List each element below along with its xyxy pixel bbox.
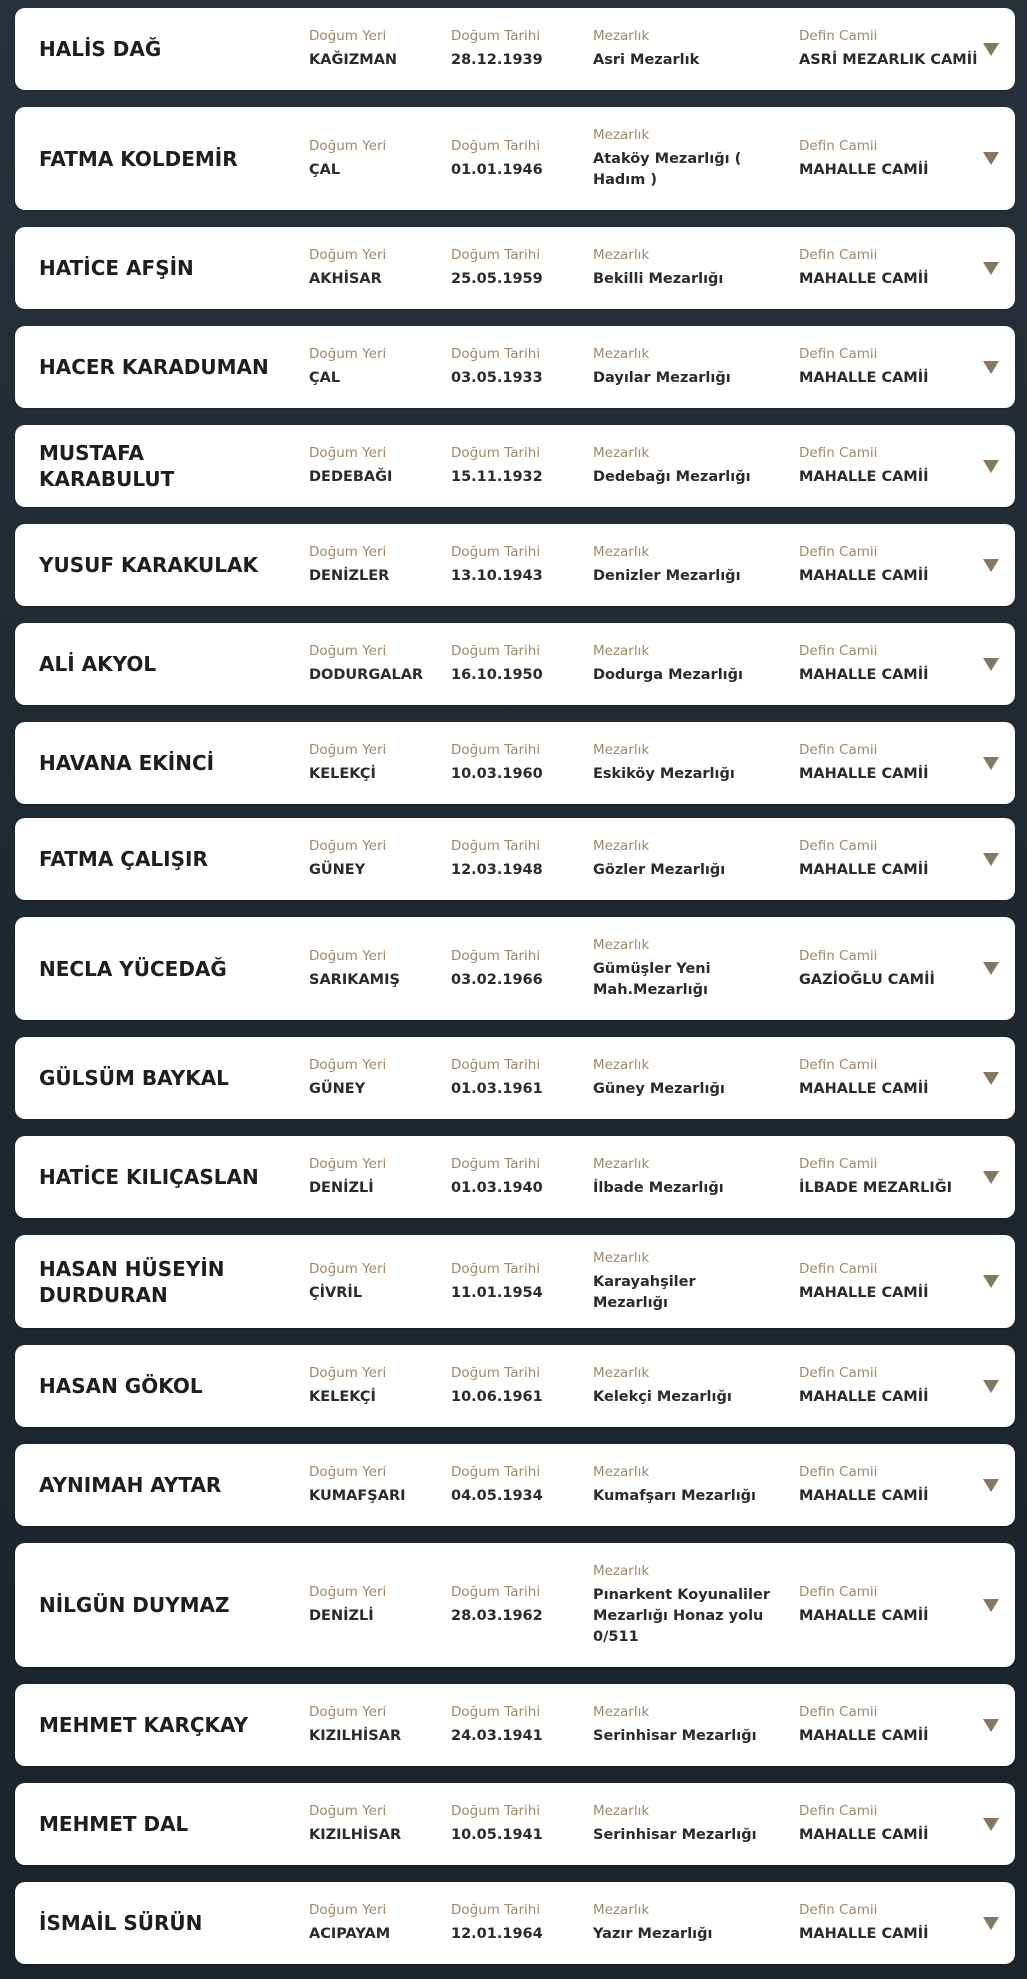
birthdate-value: 01.03.1940 — [451, 1180, 543, 1196]
cemetery-field — [593, 1155, 773, 1199]
record-card[interactable] — [15, 1136, 1015, 1218]
birthdate-field — [451, 345, 586, 389]
mosque-label: Defin Camii — [799, 742, 878, 758]
cemetery-field — [593, 936, 773, 1001]
record-name: FATMA ÇALIŞIR — [39, 847, 208, 871]
birthplace-value: DEDEBAĞI — [309, 469, 393, 485]
birthdate-field — [451, 1260, 586, 1304]
mosque-label: Defin Camii — [799, 643, 878, 659]
birthplace-value: KAĞIZMAN — [309, 52, 398, 68]
cemetery-field — [593, 246, 773, 290]
birthplace-value: KELEKÇİ — [309, 766, 376, 782]
mosque-value: MAHALLE CAMİİ — [799, 469, 929, 485]
birthdate-value: 03.02.1966 — [451, 971, 543, 988]
record-name: İSMAİL SÜRÜN — [39, 1911, 203, 1935]
birthdate-label: Doğum Tarihi — [451, 1584, 541, 1600]
cemetery-field — [593, 1463, 773, 1507]
birthdate-label: Doğum Tarihi — [451, 346, 541, 362]
mosque-value: MAHALLE CAMİİ — [799, 568, 929, 584]
cemetery-label: Mezarlık — [593, 127, 650, 143]
birthplace-label: Doğum Yeri — [309, 1902, 387, 1918]
record-card[interactable] — [15, 1684, 1015, 1766]
cemetery-label: Mezarlık — [593, 445, 650, 461]
cemetery-field — [593, 1703, 773, 1747]
record-name: HALİS DAĞ — [39, 37, 162, 61]
record-name: HAVANA EKİNCİ — [39, 751, 215, 775]
cemetery-field — [593, 1364, 773, 1408]
mosque-value: MAHALLE CAMİİ — [799, 766, 929, 782]
cemetery-field — [593, 642, 773, 686]
cemetery-label: Mezarlık — [593, 1704, 650, 1720]
cemetery-value: İlbade Mezarlığı — [593, 1180, 724, 1196]
birthdate-label: Doğum Tarihi — [451, 643, 541, 659]
birthplace-label: Doğum Yeri — [309, 28, 387, 44]
birthplace-field — [309, 1583, 444, 1627]
record-card[interactable] — [15, 326, 1015, 408]
birthdate-value: 10.06.1961 — [451, 1389, 543, 1405]
record-name: YUSUF KARAKULAK — [39, 553, 258, 577]
birthplace-value: SARIKAMIŞ — [309, 971, 400, 988]
birthdate-label: Doğum Tarihi — [451, 1464, 541, 1480]
mosque-value: MAHALLE CAMİİ — [799, 271, 929, 287]
cemetery-label: Mezarlık — [593, 1803, 650, 1819]
birthplace-field — [309, 543, 444, 587]
mosque-value: ASRİ MEZARLIK CAMİİ — [799, 52, 978, 68]
mosque-value: MAHALLE CAMİİ — [799, 1926, 929, 1942]
mosque-value: MAHALLE CAMİİ — [799, 1728, 929, 1744]
birthdate-label: Doğum Tarihi — [451, 1704, 541, 1720]
cemetery-label: Mezarlık — [593, 544, 650, 560]
mosque-label: Defin Camii — [799, 947, 878, 964]
birthdate-field — [451, 137, 586, 181]
birthplace-label: Doğum Yeri — [309, 838, 387, 854]
mosque-field — [799, 1703, 989, 1747]
birthplace-field — [309, 345, 444, 389]
mosque-label: Defin Camii — [799, 247, 878, 263]
record-card[interactable] — [15, 1543, 1015, 1667]
mosque-value: MAHALLE CAMİİ — [799, 1827, 929, 1843]
record-card[interactable] — [15, 722, 1015, 804]
birthplace-label: Doğum Yeri — [309, 1365, 387, 1381]
record-card[interactable] — [15, 8, 1015, 90]
cemetery-value: Eskiköy Mezarlığı — [593, 766, 735, 782]
mosque-field — [799, 345, 989, 389]
cemetery-field — [593, 1249, 773, 1314]
chevron-down-icon[interactable] — [983, 43, 999, 56]
birthdate-value: 01.03.1961 — [451, 1081, 543, 1097]
mosque-value: MAHALLE CAMİİ — [799, 1389, 929, 1405]
cemetery-value: Pınarkent Koyunaliler Mezarlığı Honaz yolu 0/511 — [593, 1587, 770, 1645]
cemetery-label: Mezarlık — [593, 1156, 650, 1172]
mosque-field — [799, 246, 989, 290]
birthplace-label: Doğum Yeri — [309, 1464, 387, 1480]
chevron-down-icon[interactable] — [983, 1479, 999, 1492]
chevron-down-icon[interactable] — [983, 262, 999, 275]
record-card[interactable] — [15, 107, 1015, 210]
cemetery-label: Mezarlık — [593, 1250, 650, 1266]
birthdate-label: Doğum Tarihi — [451, 1902, 541, 1918]
cemetery-label: Mezarlık — [593, 346, 650, 362]
birthplace-label: Doğum Yeri — [309, 1584, 387, 1600]
mosque-label: Defin Camii — [799, 1260, 878, 1277]
chevron-down-icon[interactable] — [983, 853, 999, 866]
chevron-down-icon[interactable] — [983, 1818, 999, 1831]
record-card[interactable] — [15, 1235, 1015, 1328]
birthplace-field — [309, 1463, 444, 1507]
birthdate-value: 11.01.1954 — [451, 1284, 543, 1301]
chevron-down-icon[interactable] — [983, 658, 999, 671]
birthdate-field — [451, 1364, 586, 1408]
record-card[interactable] — [15, 227, 1015, 309]
record-card[interactable] — [15, 524, 1015, 606]
birthdate-field — [451, 741, 586, 785]
cemetery-value: Yazır Mezarlığı — [593, 1926, 713, 1942]
birthdate-value: 28.12.1939 — [451, 52, 543, 68]
birthplace-field — [309, 642, 444, 686]
record-card[interactable] — [15, 1783, 1015, 1865]
birthplace-label: Doğum Yeri — [309, 643, 387, 659]
record-name: AYNIMAH AYTAR — [39, 1473, 222, 1497]
birthplace-value: KIZILHİSAR — [309, 1728, 402, 1744]
birthdate-label: Doğum Tarihi — [451, 137, 541, 154]
chevron-down-icon[interactable] — [983, 1917, 999, 1930]
record-card[interactable] — [15, 1037, 1015, 1119]
mosque-field — [799, 1056, 989, 1100]
mosque-value: MAHALLE CAMİİ — [799, 161, 929, 178]
cemetery-value: Ataköy Mezarlığı ( Hadım ) — [593, 151, 742, 188]
mosque-label: Defin Camii — [799, 1464, 878, 1480]
record-card[interactable] — [15, 1444, 1015, 1526]
birthdate-label: Doğum Tarihi — [451, 544, 541, 560]
mosque-field — [799, 1364, 989, 1408]
mosque-field — [799, 543, 989, 587]
record-name: NECLA YÜCEDAĞ — [39, 956, 227, 981]
record-name: FATMA KOLDEMİR — [39, 146, 238, 171]
birthplace-label: Doğum Yeri — [309, 445, 387, 461]
birthdate-field — [451, 642, 586, 686]
mosque-value: MAHALLE CAMİİ — [799, 1284, 929, 1301]
mosque-value: GAZİOĞLU CAMİİ — [799, 971, 935, 988]
chevron-down-icon[interactable] — [983, 1171, 999, 1184]
cemetery-value: Serinhisar Mezarlığı — [593, 1827, 757, 1843]
birthdate-value: 04.05.1934 — [451, 1488, 543, 1504]
birthdate-value: 12.01.1964 — [451, 1926, 543, 1942]
cemetery-label: Mezarlık — [593, 1057, 650, 1073]
cemetery-value: Kumafşarı Mezarlığı — [593, 1488, 757, 1504]
cemetery-value: Asri Mezarlık — [593, 52, 700, 68]
birthdate-field — [451, 1155, 586, 1199]
birthplace-label: Doğum Yeri — [309, 544, 387, 560]
birthplace-value: KUMAFŞARI — [309, 1488, 406, 1504]
mosque-label: Defin Camii — [799, 1057, 878, 1073]
cemetery-label: Mezarlık — [593, 937, 650, 953]
mosque-field — [799, 444, 989, 488]
mosque-field — [799, 1260, 989, 1304]
birthplace-value: DENİZLİ — [309, 1608, 374, 1624]
mosque-label: Defin Camii — [799, 1365, 878, 1381]
mosque-field — [799, 741, 989, 785]
chevron-down-icon[interactable] — [983, 1719, 999, 1732]
record-name: MEHMET KARÇKAY — [39, 1713, 249, 1737]
birthdate-value: 25.05.1959 — [451, 271, 543, 287]
birthdate-field — [451, 1583, 586, 1627]
mosque-label: Defin Camii — [799, 1803, 878, 1819]
cemetery-value: Denizler Mezarlığı — [593, 568, 741, 584]
birthdate-label: Doğum Tarihi — [451, 838, 541, 854]
record-name: NİLGÜN DUYMAZ — [39, 1593, 230, 1617]
birthdate-value: 12.03.1948 — [451, 862, 543, 878]
birthplace-label: Doğum Yeri — [309, 947, 387, 964]
birthplace-value: KIZILHİSAR — [309, 1827, 402, 1843]
birthdate-label: Doğum Tarihi — [451, 28, 541, 44]
birthdate-field — [451, 1901, 586, 1945]
birthdate-value: 16.10.1950 — [451, 667, 543, 683]
birthplace-value: DENİZLER — [309, 568, 390, 584]
record-name: MUSTAFA KARABULUT — [39, 441, 175, 491]
cemetery-value: Güney Mezarlığı — [593, 1081, 725, 1097]
chevron-down-icon[interactable] — [983, 460, 999, 473]
cemetery-field — [593, 27, 773, 71]
record-card[interactable] — [15, 1345, 1015, 1427]
birthdate-field — [451, 947, 586, 991]
cemetery-field — [593, 1901, 773, 1945]
mosque-field — [799, 642, 989, 686]
chevron-down-icon[interactable] — [983, 559, 999, 572]
mosque-field — [799, 1802, 989, 1846]
birthdate-label: Doğum Tarihi — [451, 1156, 541, 1172]
record-card[interactable] — [15, 818, 1015, 900]
mosque-label: Defin Camii — [799, 346, 878, 362]
record-card[interactable] — [15, 623, 1015, 705]
birthplace-label: Doğum Yeri — [309, 247, 387, 263]
birthplace-value: ACIPAYAM — [309, 1926, 391, 1942]
birthdate-field — [451, 246, 586, 290]
birthplace-value: ÇİVRİL — [309, 1284, 363, 1301]
birthdate-label: Doğum Tarihi — [451, 1260, 541, 1277]
cemetery-label: Mezarlık — [593, 1365, 650, 1381]
mosque-label: Defin Camii — [799, 1704, 878, 1720]
birthdate-field — [451, 837, 586, 881]
birthplace-label: Doğum Yeri — [309, 1057, 387, 1073]
birthplace-value: GÜNEY — [309, 862, 366, 878]
birthplace-field — [309, 947, 444, 991]
record-name: HATİCE AFŞİN — [39, 256, 194, 280]
mosque-label: Defin Camii — [799, 1902, 878, 1918]
record-name: HASAN GÖKOL — [39, 1374, 203, 1398]
cemetery-value: Dayılar Mezarlığı — [593, 370, 731, 386]
birthdate-label: Doğum Tarihi — [451, 247, 541, 263]
mosque-value: İLBADE MEZARLIĞI — [799, 1180, 953, 1196]
birthplace-field — [309, 741, 444, 785]
mosque-field — [799, 1583, 989, 1627]
cemetery-value: Bekilli Mezarlığı — [593, 271, 724, 287]
birthplace-label: Doğum Yeri — [309, 1704, 387, 1720]
birthdate-field — [451, 444, 586, 488]
record-name: GÜLSÜM BAYKAL — [39, 1066, 229, 1090]
cemetery-field — [593, 126, 773, 191]
birthdate-field — [451, 1463, 586, 1507]
birthplace-field — [309, 27, 444, 71]
birthdate-label: Doğum Tarihi — [451, 1057, 541, 1073]
cemetery-value: Gözler Mezarlığı — [593, 862, 726, 878]
birthplace-value: KELEKÇİ — [309, 1389, 376, 1405]
mosque-field — [799, 1901, 989, 1945]
birthplace-value: AKHİSAR — [309, 271, 382, 287]
birthdate-field — [451, 27, 586, 71]
mosque-label: Defin Camii — [799, 544, 878, 560]
birthplace-field — [309, 137, 444, 181]
cemetery-label: Mezarlık — [593, 247, 650, 263]
mosque-value: MAHALLE CAMİİ — [799, 667, 929, 683]
mosque-value: MAHALLE CAMİİ — [799, 1081, 929, 1097]
chevron-down-icon[interactable] — [983, 1072, 999, 1085]
cemetery-value: Dedebağı Mezarlığı — [593, 469, 751, 485]
record-name: ALİ AKYOL — [39, 652, 157, 676]
cemetery-label: Mezarlık — [593, 1464, 650, 1480]
record-name: HACER KARADUMAN — [39, 355, 269, 379]
record-name: HASAN HÜSEYİN DURDURAN — [39, 1256, 225, 1307]
birthdate-value: 24.03.1941 — [451, 1728, 543, 1744]
cemetery-field — [593, 1802, 773, 1846]
mosque-value: MAHALLE CAMİİ — [799, 1488, 929, 1504]
cemetery-value: Dodurga Mezarlığı — [593, 667, 743, 683]
birthplace-value: DENİZLİ — [309, 1180, 374, 1196]
mosque-field — [799, 137, 989, 181]
mosque-label: Defin Camii — [799, 1156, 878, 1172]
birthplace-field — [309, 1056, 444, 1100]
birthplace-label: Doğum Yeri — [309, 742, 387, 758]
mosque-field — [799, 837, 989, 881]
cemetery-field — [593, 345, 773, 389]
birthplace-value: ÇAL — [309, 161, 341, 178]
mosque-label: Defin Camii — [799, 28, 878, 44]
mosque-label: Defin Camii — [799, 1584, 878, 1600]
birthdate-label: Doğum Tarihi — [451, 1365, 541, 1381]
birthplace-label: Doğum Yeri — [309, 1156, 387, 1172]
record-card[interactable] — [15, 917, 1015, 1020]
chevron-down-icon[interactable] — [983, 757, 999, 770]
birthplace-field — [309, 1364, 444, 1408]
cemetery-field — [593, 1056, 773, 1100]
birthplace-field — [309, 1703, 444, 1747]
mosque-label: Defin Camii — [799, 838, 878, 854]
birthplace-field — [309, 444, 444, 488]
mosque-label: Defin Camii — [799, 137, 878, 154]
cemetery-value: Karayahşiler Mezarlığı — [593, 1274, 696, 1311]
cemetery-label: Mezarlık — [593, 643, 650, 659]
cemetery-label: Mezarlık — [593, 28, 650, 44]
chevron-down-icon[interactable] — [983, 1599, 999, 1612]
birthdate-value: 28.03.1962 — [451, 1608, 543, 1624]
birthplace-field — [309, 1901, 444, 1945]
birthdate-field — [451, 1802, 586, 1846]
mosque-label: Defin Camii — [799, 445, 878, 461]
birthplace-field — [309, 1802, 444, 1846]
birthplace-value: DODURGALAR — [309, 667, 424, 683]
cemetery-field — [593, 444, 773, 488]
birthdate-value: 01.01.1946 — [451, 161, 543, 178]
cemetery-value: Serinhisar Mezarlığı — [593, 1728, 757, 1744]
cemetery-label: Mezarlık — [593, 838, 650, 854]
record-name: HATİCE KILIÇASLAN — [39, 1165, 259, 1189]
birthdate-value: 10.03.1960 — [451, 766, 543, 782]
birthdate-label: Doğum Tarihi — [451, 742, 541, 758]
mosque-field — [799, 1463, 989, 1507]
mosque-value: MAHALLE CAMİİ — [799, 862, 929, 878]
birthdate-value: 13.10.1943 — [451, 568, 543, 584]
birthplace-label: Doğum Yeri — [309, 346, 387, 362]
chevron-down-icon[interactable] — [983, 962, 999, 975]
chevron-down-icon[interactable] — [983, 361, 999, 374]
record-card[interactable] — [15, 425, 1015, 507]
birthdate-value: 15.11.1932 — [451, 469, 543, 485]
cemetery-label: Mezarlık — [593, 1902, 650, 1918]
birthplace-label: Doğum Yeri — [309, 1803, 387, 1819]
birthdate-label: Doğum Tarihi — [451, 947, 541, 964]
birthdate-label: Doğum Tarihi — [451, 1803, 541, 1819]
birthplace-field — [309, 1260, 444, 1304]
birthplace-value: ÇAL — [309, 370, 341, 386]
chevron-down-icon[interactable] — [983, 1275, 999, 1288]
cemetery-label: Mezarlık — [593, 1563, 650, 1579]
mosque-field — [799, 947, 989, 991]
birthdate-value: 03.05.1933 — [451, 370, 543, 386]
birthdate-field — [451, 543, 586, 587]
birthdate-value: 10.05.1941 — [451, 1827, 543, 1843]
cemetery-label: Mezarlık — [593, 742, 650, 758]
record-card[interactable] — [15, 1882, 1015, 1964]
cemetery-value: Gümüşler Yeni Mah.Mezarlığı — [593, 961, 711, 998]
birthdate-field — [451, 1703, 586, 1747]
cemetery-field — [593, 837, 773, 881]
mosque-field — [799, 1155, 989, 1199]
birthdate-field — [451, 1056, 586, 1100]
birthplace-value: GÜNEY — [309, 1081, 366, 1097]
mosque-field — [799, 27, 989, 71]
birthplace-label: Doğum Yeri — [309, 137, 387, 154]
mosque-value: MAHALLE CAMİİ — [799, 370, 929, 386]
cemetery-field — [593, 1562, 773, 1648]
birthplace-field — [309, 246, 444, 290]
birthdate-label: Doğum Tarihi — [451, 445, 541, 461]
chevron-down-icon[interactable] — [983, 152, 999, 165]
mosque-value: MAHALLE CAMİİ — [799, 1608, 929, 1624]
record-name: MEHMET DAL — [39, 1812, 189, 1836]
cemetery-value: Kelekçi Mezarlığı — [593, 1389, 732, 1405]
birthplace-field — [309, 1155, 444, 1199]
birthplace-label: Doğum Yeri — [309, 1260, 387, 1277]
cemetery-field — [593, 741, 773, 785]
cemetery-field — [593, 543, 773, 587]
birthplace-field — [309, 837, 444, 881]
chevron-down-icon[interactable] — [983, 1380, 999, 1393]
